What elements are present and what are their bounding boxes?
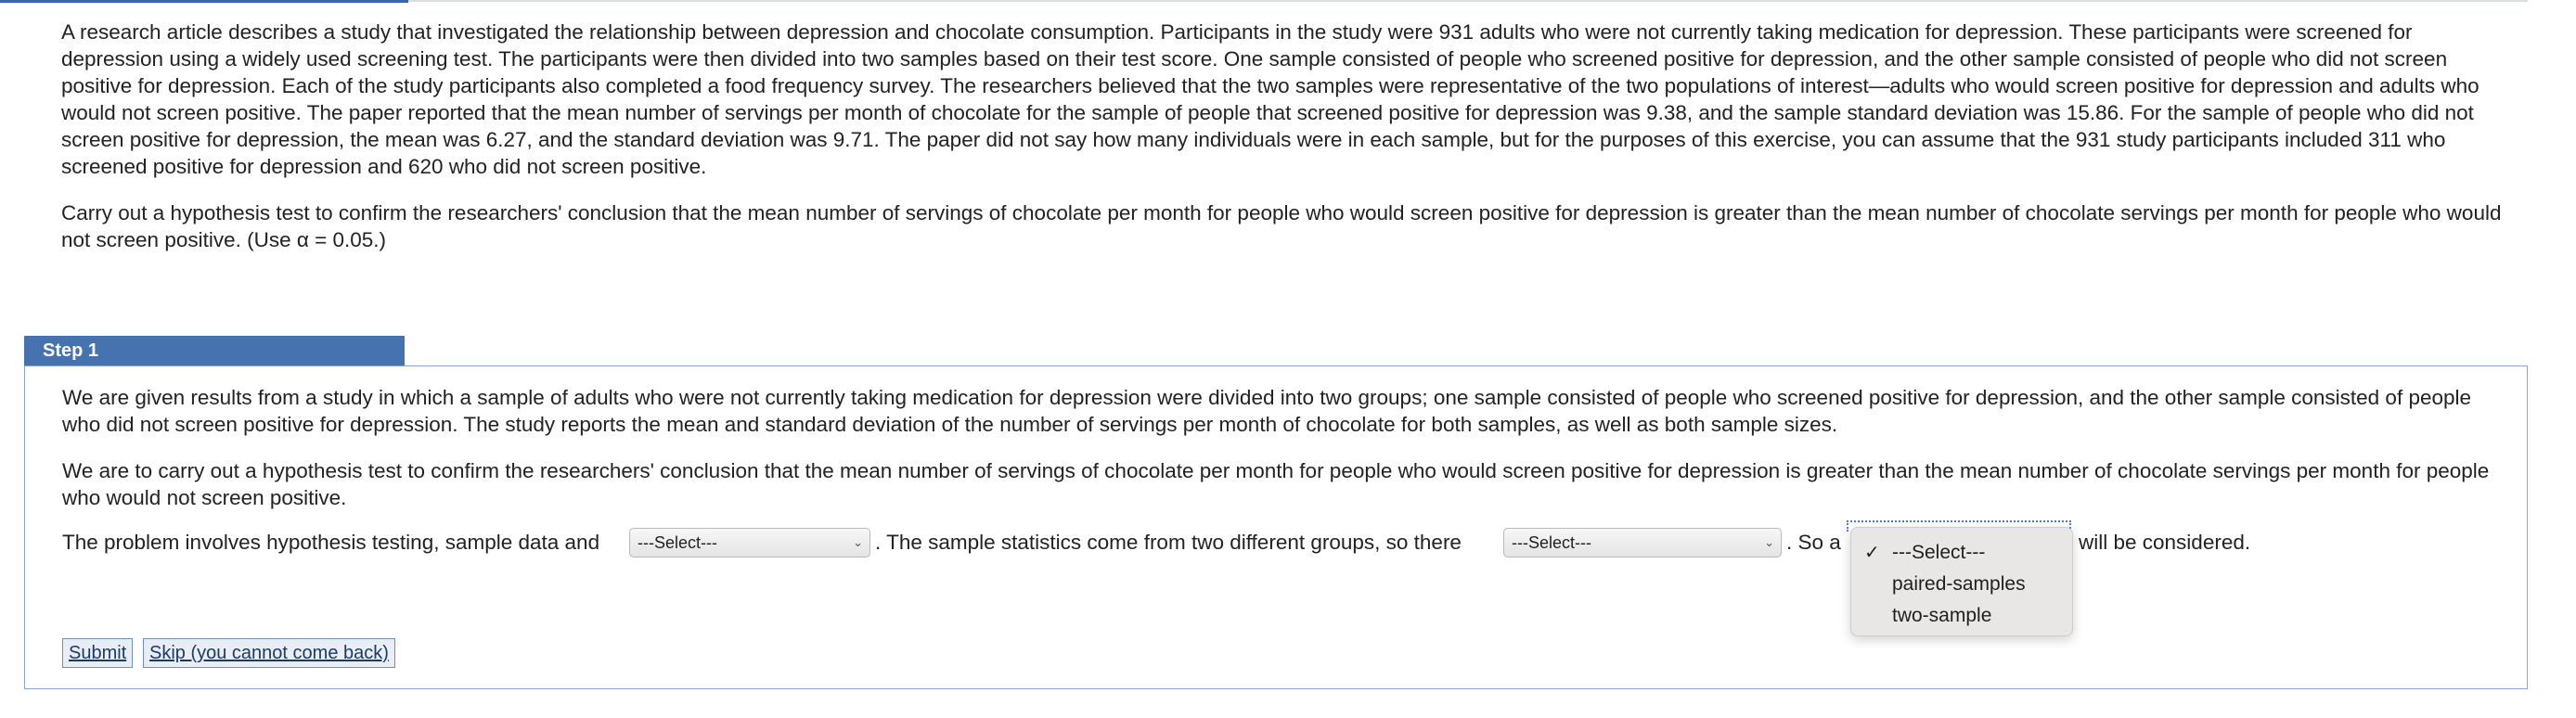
step-title: Step 1	[24, 336, 405, 366]
select-groups-value: ---Select---	[1512, 533, 1591, 552]
checkmark-icon: ✓	[1864, 543, 1880, 563]
chevron-down-icon: ⌄	[1764, 535, 1774, 549]
select-sample-data-value: ---Select---	[638, 533, 717, 552]
skip-button[interactable]: Skip (you cannot come back)	[143, 638, 395, 668]
fill-text-3: . So a	[1786, 531, 1841, 554]
fill-text-1: The problem involves hypothesis testing, sample data and	[62, 531, 600, 554]
select-groups[interactable]	[1503, 528, 1782, 558]
step-paragraph-2: We are to carry out a hypothesis test to confirm the researchers' conclusion that the mean number of servings of chocolate per month for people who would screen positive for depression is greater than the mean number of chocolate servings per month for people who would not screen positive.	[62, 459, 2490, 509]
dropdown-option-select[interactable]: ✓ ---Select---	[1851, 537, 2072, 569]
fill-text-2: . The sample statistics come from two different groups, so there	[875, 531, 1462, 554]
top-accent-bar	[0, 0, 408, 3]
dropdown-menu	[1850, 527, 2073, 636]
problem-paragraph-1: A research article describes a study that investigated the relationship between depression and chocolate consumption. Participants in the study were 931 adults who were not currently taking medication for depression. These participants were screened for depression using a widely used screening test. The participants were then divided into two samples based on their test score. One sample consisted of people who screened positive for depression, and the other sample consisted of people who did not screen positive for depression. Each of the study participants also completed a food frequency survey. The researchers believed that the two samples were representative of the two populations of interest—adults who would screen positive for depression and adults who would not screen positive. The paper reported that the mean number of servings per month of chocolate for the sample of people that screened positive for depression was 9.38, and the sample standard deviation was 15.86. For the sample of people who did not screen positive for depression, the mean was 6.27, and the standard deviation was 9.71. The paper did not say how many individuals were in each sample, but for the purposes of this exercise, you can assume that the 931 study participants included 311 who screened positive for depression and 620 who did not screen positive.	[61, 20, 2479, 178]
step-body	[62, 384, 2512, 531]
step-paragraph-1: We are given results from a study in which a sample of adults who were not currently taking medication for depression were divided into two groups; one sample consisted of people who screened positive for depression, and the other sample consisted of people who did not screen positive for depression. The study reports the mean and standard deviation of the number of servings per month of chocolate for both samples, as well as both sample sizes.	[62, 386, 2472, 436]
chevron-down-icon: ⌄	[853, 535, 863, 549]
problem-statement	[61, 19, 2511, 273]
select-sample-data[interactable]	[629, 528, 870, 558]
dropdown-option-paired-samples[interactable]: paired-samples	[1892, 573, 2026, 595]
problem-paragraph-2: Carry out a hypothesis test to confirm the researchers' conclusion that the mean number of servings of chocolate per month for people who would screen positive for depression is greater than the mean number of chocolate servings per month for people who would not screen positive. (Use α = 0.05.)	[61, 201, 2502, 251]
submit-button[interactable]: Submit	[62, 638, 133, 668]
fill-text-4: will be considered.	[2079, 531, 2251, 554]
dropdown-option-two-sample[interactable]: two-sample	[1892, 605, 1992, 626]
